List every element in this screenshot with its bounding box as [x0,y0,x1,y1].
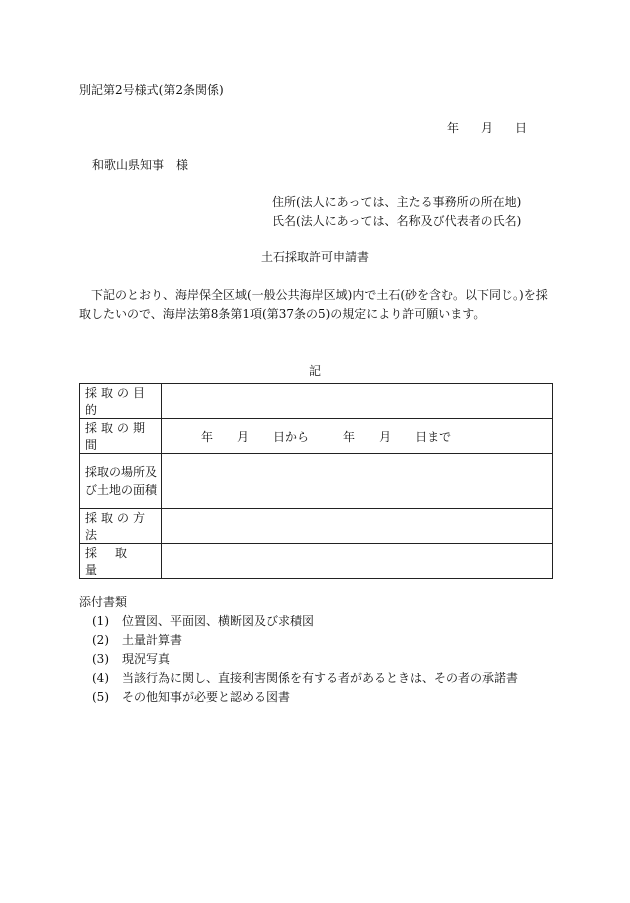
attachments-title: 添付書類 [79,595,128,609]
list-item-text: 当該行為に関し、直接利害関係を有する者があるときは、その者の承諾書 [122,671,519,685]
addressee: 和歌山県知事 様 [92,158,189,172]
applicant-block [272,193,521,231]
list-item [92,669,518,688]
list-item-text: 土量計算書 [122,633,183,647]
period-label: 採取の期間 [80,419,162,454]
document-title: 土石採取許可申請書 [260,250,369,264]
list-item-number: (1) [92,614,109,628]
list-item [92,650,518,669]
period-from-month: 月 [237,429,250,444]
amount-label: 採取量 [80,544,162,579]
purpose-value[interactable] [162,384,553,419]
period-to-month: 月 [379,429,392,444]
table-row-method [80,509,553,544]
list-item [92,631,518,650]
list-item-text: その他知事が必要と認める図書 [122,690,291,704]
period-to-day: 日まで [415,429,452,444]
applicant-name-label: 氏名(法人にあっては、名称及び代表者の氏名) [272,214,522,228]
amount-value[interactable] [162,544,553,579]
period-value[interactable] [162,419,553,454]
application-date [447,119,527,136]
location-label: 採取の場所及び土地の面積 [80,454,162,509]
method-value[interactable] [162,509,553,544]
date-month-label: 月 [481,121,494,135]
list-item-number: (5) [92,690,109,704]
period-to-year: 年 [343,429,356,444]
applicant-address-label: 住所(法人にあっては、主たる事務所の所在地) [272,195,522,209]
form-reference: 別記第2号様式(第2条関係) [79,83,224,97]
list-item-number: (2) [92,633,109,647]
table-row-location [80,454,553,509]
list-item-number: (4) [92,671,109,685]
date-year-label: 年 [447,121,460,135]
table-row-purpose [80,384,553,419]
list-item [92,612,518,631]
period-from-year: 年 [201,429,214,444]
ki-heading: 記 [308,364,321,378]
date-day-label: 日 [515,121,528,135]
attachments-list [92,612,518,707]
table-row-period [80,419,553,454]
table-row-amount [80,544,553,579]
application-details-table [79,383,553,579]
location-value[interactable] [162,454,553,509]
application-body-text: 下記のとおり、海岸保全区域(一般公共海岸区域)内で土石(砂を含む。以下同じ。)を採取したいので、海岸法第8条第1項(第37条の5)の規定により許可願います。 [79,288,548,321]
method-label: 採取の方法 [80,509,162,544]
period-from-day: 日から [273,429,310,444]
purpose-label: 採取の目的 [80,384,162,419]
list-item [92,688,518,707]
list-item-text: 現況写真 [122,652,171,666]
list-item-text: 位置図、平面図、横断図及び求積図 [122,614,315,628]
list-item-number: (3) [92,652,109,666]
